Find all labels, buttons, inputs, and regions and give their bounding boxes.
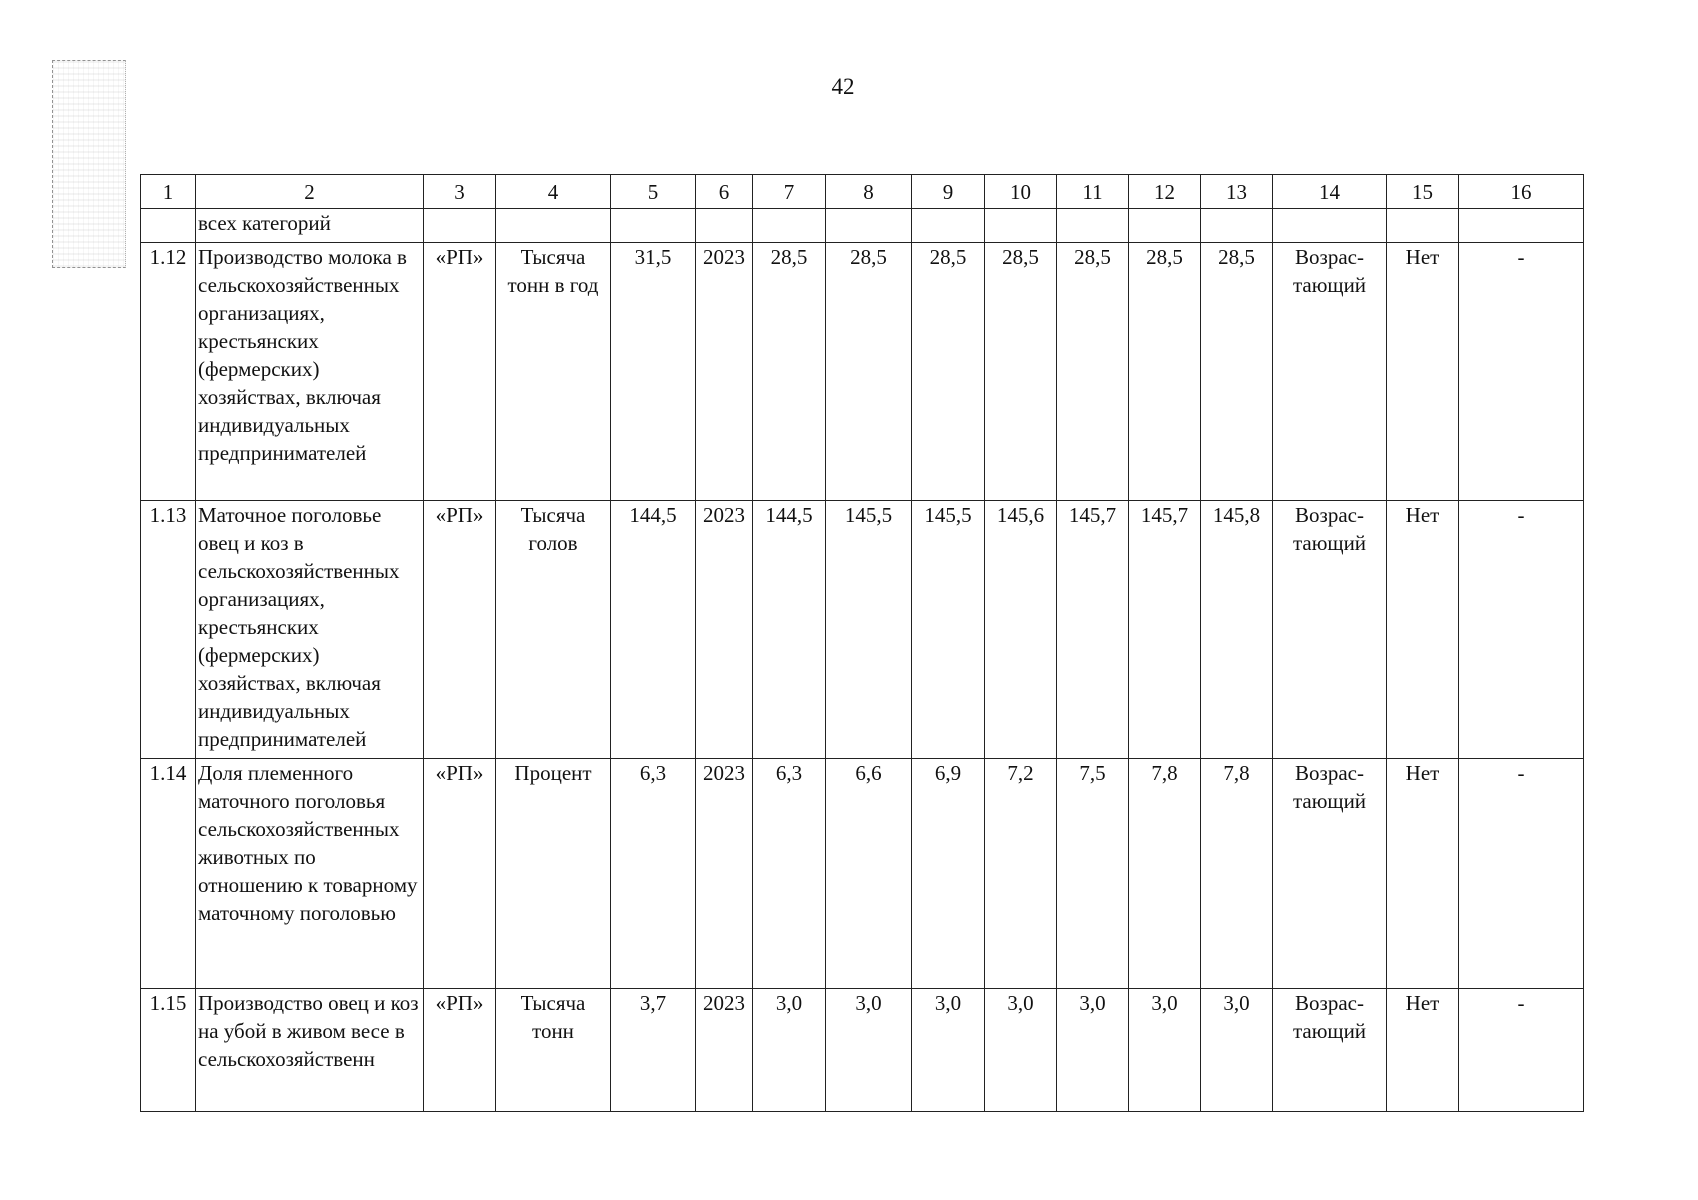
column-header: 13: [1201, 175, 1273, 209]
unit: Тысяча голов: [496, 501, 611, 759]
unit: Тысяча тонн в год: [496, 243, 611, 501]
trend-cell: Возрас-тающий: [1273, 501, 1387, 759]
value-cell: 3,0: [1129, 989, 1201, 1112]
indicators-table: [140, 174, 1584, 1112]
cumulative-cell: Нет: [1387, 243, 1459, 501]
value-cell: 7,5: [1057, 759, 1129, 989]
value-cell: 7,2: [985, 759, 1057, 989]
value-cell: 6,9: [912, 759, 985, 989]
page-number: 42: [831, 74, 855, 99]
column-header: 1: [141, 175, 196, 209]
base-value: 6,3: [611, 759, 696, 989]
column-16-cell: -: [1459, 243, 1584, 501]
value-cell: 28,5: [1057, 243, 1129, 501]
column-16-cell: -: [1459, 501, 1584, 759]
column-header: 4: [496, 175, 611, 209]
column-header: 5: [611, 175, 696, 209]
column-header: 7: [753, 175, 826, 209]
value-cell: 28,5: [1201, 243, 1273, 501]
column-header: 2: [196, 175, 424, 209]
base-year: 2023: [696, 501, 753, 759]
value-cell: 3,0: [826, 989, 912, 1112]
table-row: [141, 989, 1584, 1112]
value-cell: 145,8: [1201, 501, 1273, 759]
column-header: 6: [696, 175, 753, 209]
base-value: 144,5: [611, 501, 696, 759]
column-header: 16: [1459, 175, 1584, 209]
column-header: 15: [1387, 175, 1459, 209]
trend-cell: Возрас-тающий: [1273, 759, 1387, 989]
value-cell: 28,5: [826, 243, 912, 501]
column-header: 11: [1057, 175, 1129, 209]
base-year: 2023: [696, 759, 753, 989]
column-header: 9: [912, 175, 985, 209]
unit: Процент: [496, 759, 611, 989]
column-16-cell: -: [1459, 759, 1584, 989]
value-cell: 145,5: [912, 501, 985, 759]
value-cell: 145,7: [1129, 501, 1201, 759]
column-header: 8: [826, 175, 912, 209]
indicator-level: «РП»: [424, 243, 496, 501]
column-header: 3: [424, 175, 496, 209]
cumulative-cell: Нет: [1387, 989, 1459, 1112]
value-cell: 6,6: [826, 759, 912, 989]
cumulative-cell: Нет: [1387, 759, 1459, 989]
indicator-level: «РП»: [424, 759, 496, 989]
value-cell: 3,0: [1057, 989, 1129, 1112]
table-row: [141, 759, 1584, 989]
row-number: 1.15: [141, 989, 196, 1112]
indicator-level: «РП»: [424, 989, 496, 1112]
indicator-name: Производство овец и коз на убой в живом весе в сельскохозяйственн: [196, 989, 424, 1112]
value-cell: 7,8: [1129, 759, 1201, 989]
table-row: [141, 243, 1584, 501]
base-value: 31,5: [611, 243, 696, 501]
value-cell: 28,5: [985, 243, 1057, 501]
row-number: 1.14: [141, 759, 196, 989]
value-cell: 28,5: [753, 243, 826, 501]
base-value: 3,7: [611, 989, 696, 1112]
row-number: 1.13: [141, 501, 196, 759]
base-year: 2023: [696, 243, 753, 501]
value-cell: 28,5: [912, 243, 985, 501]
indicator-level: «РП»: [424, 501, 496, 759]
cumulative-cell: Нет: [1387, 501, 1459, 759]
base-year: 2023: [696, 989, 753, 1112]
column-16-cell: -: [1459, 989, 1584, 1112]
value-cell: 3,0: [912, 989, 985, 1112]
value-cell: 145,5: [826, 501, 912, 759]
value-cell: 145,7: [1057, 501, 1129, 759]
value-cell: 144,5: [753, 501, 826, 759]
column-header: 10: [985, 175, 1057, 209]
trend-cell: Возрас-тающий: [1273, 243, 1387, 501]
continuation-text: всех категорий: [196, 209, 424, 243]
column-header: 12: [1129, 175, 1201, 209]
trend-cell: Возрас-тающий: [1273, 989, 1387, 1112]
header-row: [141, 175, 1584, 209]
row-number: 1.12: [141, 243, 196, 501]
value-cell: 6,3: [753, 759, 826, 989]
value-cell: 28,5: [1129, 243, 1201, 501]
value-cell: 145,6: [985, 501, 1057, 759]
value-cell: 3,0: [753, 989, 826, 1112]
indicator-name: Маточное поголовье овец и коз в сельскохозяйственных организациях, крестьянских (фермерских) хозяйствах, включая индивидуальных предпринимателей: [196, 501, 424, 759]
indicator-name: Доля племенного маточного поголовья сельскохозяйственных животных по отношению к товарному маточному поголовью: [196, 759, 424, 989]
table-row: [141, 501, 1584, 759]
unit: Тысяча тонн: [496, 989, 611, 1112]
value-cell: 3,0: [985, 989, 1057, 1112]
indicator-name: Производство молока в сельскохозяйственных организациях, крестьянских (фермерских) хозяйствах, включая индивидуальных предпринимателей: [196, 243, 424, 501]
value-cell: 3,0: [1201, 989, 1273, 1112]
column-header: 14: [1273, 175, 1387, 209]
value-cell: 7,8: [1201, 759, 1273, 989]
continuation-row: [141, 209, 1584, 243]
